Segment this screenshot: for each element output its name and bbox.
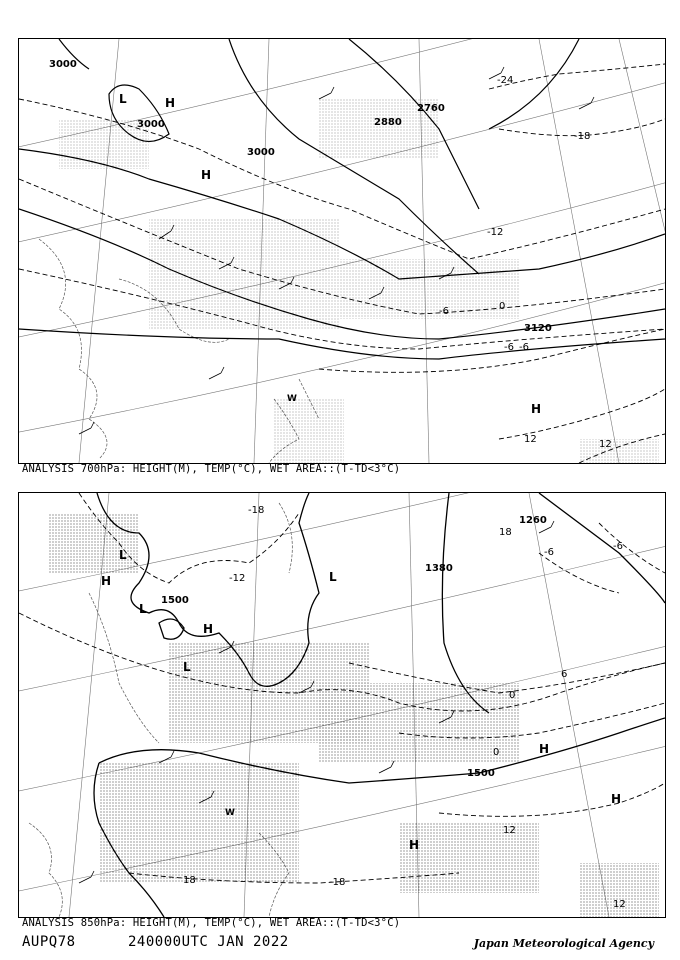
temp-label: -18	[574, 131, 591, 142]
temp-label: -12	[487, 227, 504, 238]
high-center-marker: H	[531, 402, 542, 416]
height-label: 3120	[524, 323, 552, 334]
temp-label: 0	[499, 301, 506, 312]
height-label: 1260	[519, 515, 547, 526]
wet-area-stipple	[49, 513, 659, 917]
height-label: 1380	[425, 563, 453, 574]
caption-700hpa: ANALYSIS 700hPa: HEIGHT(M), TEMP(°C), WET AREA::(T-TD<3°C)	[22, 463, 401, 475]
high-center-marker: H	[201, 168, 212, 182]
low-center-marker: L	[183, 660, 191, 674]
height-label: 3000	[247, 147, 275, 158]
temp-label: -6	[613, 541, 623, 552]
low-center-marker: L	[329, 570, 337, 584]
temp-label: 0	[493, 747, 500, 758]
temp-label: 6	[561, 669, 568, 680]
warm-marker: W	[287, 394, 297, 404]
low-center-marker: L	[139, 602, 147, 616]
low-center-marker: L	[119, 548, 127, 562]
temp-label: -6	[504, 342, 514, 353]
valid-time: 240000UTC JAN 2022	[128, 934, 289, 950]
map-850hpa-svg	[19, 493, 665, 917]
temp-label: -12	[229, 573, 246, 584]
temp-label: 18	[183, 875, 196, 886]
high-center-marker: H	[409, 838, 420, 852]
temp-label: 0	[509, 690, 516, 701]
height-label: 2760	[417, 103, 445, 114]
map-panel-850hpa	[18, 492, 666, 918]
high-center-marker: H	[539, 742, 550, 756]
temp-label: 12	[524, 434, 537, 445]
map-700hpa-svg	[19, 39, 665, 463]
chart-id: AUPQ78	[22, 934, 76, 950]
height-label: 1500	[467, 768, 495, 779]
height-label: 3000	[137, 119, 165, 130]
temp-label: 12	[503, 825, 516, 836]
temp-label: 12	[613, 899, 626, 910]
temp-label: -6	[544, 547, 554, 558]
temp-label: 12	[599, 439, 612, 450]
temp-label: -18	[329, 877, 346, 888]
high-center-marker: H	[101, 574, 112, 588]
height-label: 2880	[374, 117, 402, 128]
temp-label: -6	[439, 306, 449, 317]
caption-850hpa: ANALYSIS 850hPa: HEIGHT(M), TEMP(°C), WET AREA::(T-TD<3°C)	[22, 917, 401, 929]
temp-label: -24	[497, 75, 514, 86]
high-center-marker: H	[611, 792, 622, 806]
temp-label: -6	[519, 342, 529, 353]
low-center-marker: L	[119, 92, 127, 106]
temp-label: -18	[248, 505, 265, 516]
height-label: 3000	[49, 59, 77, 70]
warm-marker: W	[225, 808, 235, 818]
wet-area-stipple	[59, 99, 659, 463]
temp-label: 18	[499, 527, 512, 538]
high-center-marker: H	[165, 96, 176, 110]
map-panel-700hpa	[18, 38, 666, 464]
high-center-marker: H	[203, 622, 214, 636]
height-label: 1500	[161, 595, 189, 606]
agency-credit: Japan Meteorological Agency	[473, 937, 654, 950]
